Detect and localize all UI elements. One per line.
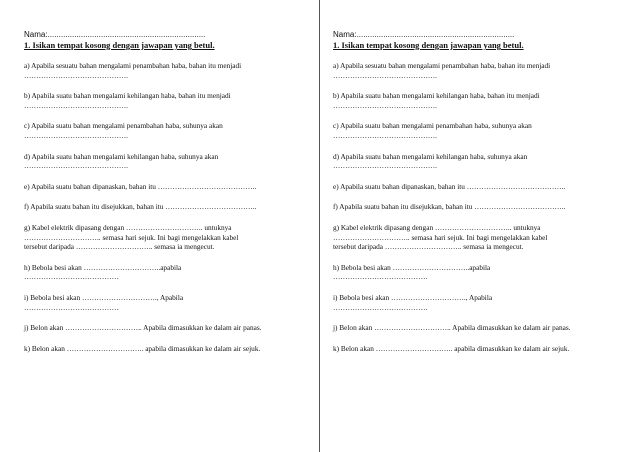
- question-d: d) Apabila suatu bahan mengalami kehilangan haba, suhunya akan …………………………………….: [333, 151, 528, 171]
- question-k: k) Belon akan ………………………….. apabila dimasukkan ke dalam air sejuk.: [24, 343, 261, 353]
- question-i: i) Bebola besi akan …………………………., Apabila …………………………………: [24, 292, 184, 312]
- worksheet-left-column: [24, 30, 302, 364]
- name-line: Nama:.......................................................................: [333, 30, 515, 39]
- worksheet-right-column: [333, 30, 611, 364]
- question-i: i) Bebola besi akan …………………………., Apabila …………………………………: [333, 292, 493, 312]
- question-f: f) Apabila suatu bahan itu disejukkan, bahan itu ………………………………..: [333, 202, 566, 212]
- question-e: e) Apabila suatu bahan dipanaskan, bahan itu …………………………………..: [333, 181, 566, 191]
- question-h: h) Bebola besi akan …………………………..apabila …………………………………: [333, 262, 491, 282]
- question-h: h) Bebola besi akan …………………………..apabila …………………………………: [24, 262, 182, 282]
- question-j: j) Belon akan ………………………….. Apabila dimasukkan ke dalam air panas.: [333, 323, 571, 333]
- question-b: b) Apabila suatu bahan mengalami kehilangan haba, bahan itu menjadi …………………………………….: [333, 91, 540, 110]
- question-a: a) Apabila sesuatu bahan mengalami penambahan haba, bahan itu menjadi …………………………………….: [24, 61, 242, 80]
- question-a: a) Apabila sesuatu bahan mengalami penambahan haba, bahan itu menjadi …………………………………….: [333, 61, 551, 80]
- question-g: g) Kabel elektrik dipasang dengan ………………………….. untuknya ………………………….. semasa hari sejuk. Ini bagi mengelakkan kabel tersebut daripada ………………………….. semasa ia mengecut.: [24, 222, 239, 252]
- question-e: e) Apabila suatu bahan dipanaskan, bahan itu …………………………………..: [24, 181, 257, 191]
- question-c: c) Apabila suatu bahan mengalami penambahan haba, suhunya akan …………………………………….: [333, 121, 532, 140]
- question-d: d) Apabila suatu bahan mengalami kehilangan haba, suhunya akan …………………………………….: [24, 151, 219, 171]
- question-j: j) Belon akan ………………………….. Apabila dimasukkan ke dalam air panas.: [24, 323, 262, 333]
- question-b: b) Apabila suatu bahan mengalami kehilangan haba, bahan itu menjadi …………………………………….: [24, 91, 231, 110]
- question-k: k) Belon akan ………………………….. apabila dimasukkan ke dalam air sejuk.: [333, 343, 570, 353]
- question-f: f) Apabila suatu bahan itu disejukkan, bahan itu ………………………………..: [24, 202, 257, 212]
- name-line: Nama:.......................................................................: [24, 30, 206, 39]
- question-g: g) Kabel elektrik dipasang dengan ………………………….. untuknya ………………………….. semasa hari sejuk. Ini bagi mengelakkan kabel tersebut daripada ………………………….. semasa ia mengecut.: [333, 222, 548, 252]
- page-divider: [319, 0, 320, 452]
- section-heading: 1. Isikan tempat kosong dengan jawapan yang betul.: [24, 40, 215, 50]
- question-c: c) Apabila suatu bahan mengalami penambahan haba, suhunya akan …………………………………….: [24, 121, 223, 140]
- section-heading: 1. Isikan tempat kosong dengan jawapan yang betul.: [333, 40, 524, 50]
